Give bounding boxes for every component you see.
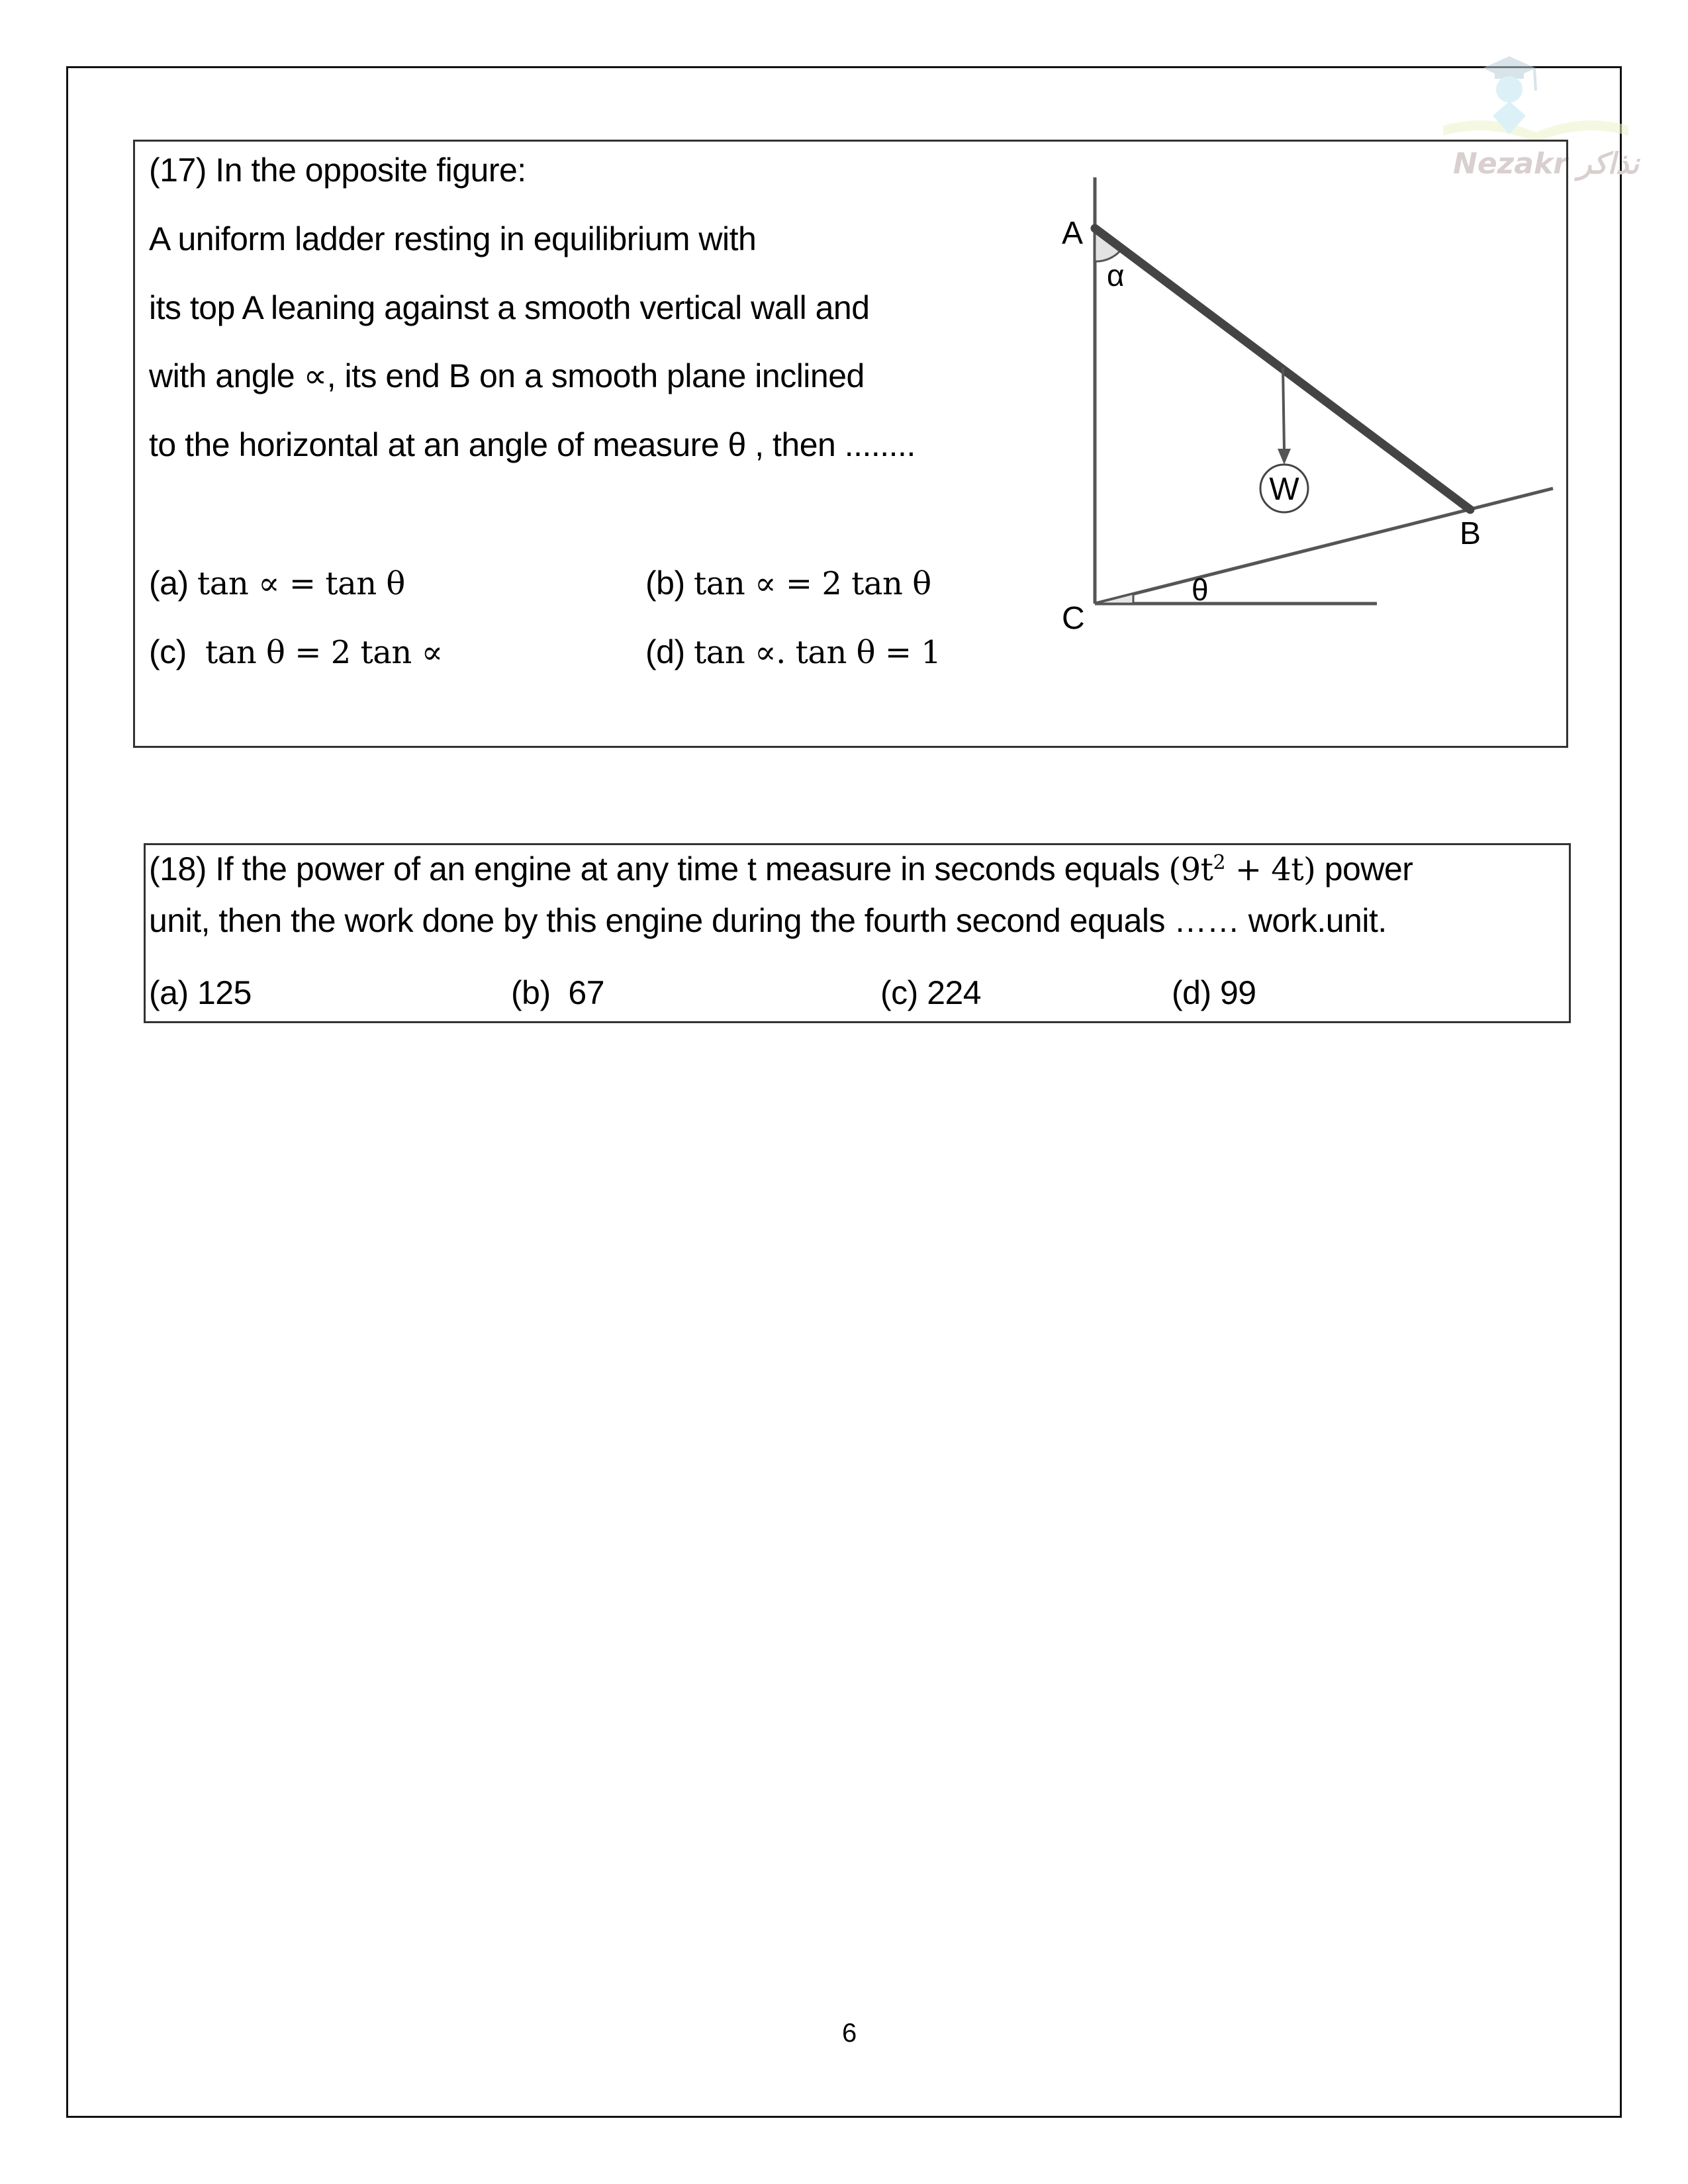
option-label: (a) bbox=[149, 565, 189, 602]
q17-line-5: to the horizontal at an angle of measure θ , then ........ bbox=[149, 426, 915, 463]
q17-line-1: (17) In the opposite figure: bbox=[149, 152, 526, 189]
q17-line-4: with angle ∝, its end B on a smooth plane inclined bbox=[149, 357, 865, 394]
q17-line-3: its top A leaning against a smooth vertical wall and bbox=[149, 289, 870, 326]
watermark-text: Nezakr نذاكر bbox=[1453, 147, 1640, 181]
q18-text-pre: (18) If the power of an engine at any time t measure in seconds equals bbox=[149, 850, 1169, 887]
weight-label: W bbox=[1269, 472, 1299, 507]
q17-option-d[interactable] bbox=[645, 633, 941, 671]
option-expr: tan ∝ = 2 tan θ bbox=[694, 565, 931, 602]
option-expr: tan ∝ = tan θ bbox=[197, 565, 405, 602]
q18-text-post: power bbox=[1315, 850, 1413, 887]
q17-option-c[interactable] bbox=[149, 633, 443, 671]
point-a-label: A bbox=[1062, 216, 1084, 251]
point-c-label: C bbox=[1062, 601, 1085, 636]
point-b-label: B bbox=[1460, 516, 1481, 551]
q17-option-b[interactable] bbox=[645, 567, 931, 600]
option-label: (b) bbox=[645, 565, 685, 602]
page-number: 6 bbox=[842, 2019, 857, 2048]
option-label: (d) bbox=[645, 633, 685, 670]
q18-line-1 bbox=[149, 852, 1413, 886]
option-expr: tan θ = 2 tan ∝ bbox=[195, 634, 443, 671]
q18-formula: $(9t^2 + 4t)$ bbox=[1168, 851, 1316, 888]
theta-label: θ bbox=[1192, 572, 1209, 607]
q17-line-2: A uniform ladder resting in equilibrium with bbox=[149, 220, 757, 257]
q18-option-a[interactable]: (a) 125 bbox=[149, 974, 252, 1011]
alpha-label: α bbox=[1107, 258, 1125, 293]
q18-option-d[interactable]: (d) 99 bbox=[1172, 974, 1256, 1011]
option-label: (c) bbox=[149, 633, 187, 670]
q17-option-a[interactable] bbox=[149, 567, 405, 600]
option-expr: tan ∝. tan θ = 1 bbox=[694, 634, 941, 671]
ladder-figure bbox=[1033, 165, 1575, 655]
q18-option-c[interactable]: (c) 224 bbox=[880, 974, 982, 1011]
q18-line-2: unit, then the work done by this engine during the fourth second equals …… work.unit. bbox=[149, 902, 1387, 939]
q18-option-b[interactable]: (b) 67 bbox=[511, 974, 605, 1011]
